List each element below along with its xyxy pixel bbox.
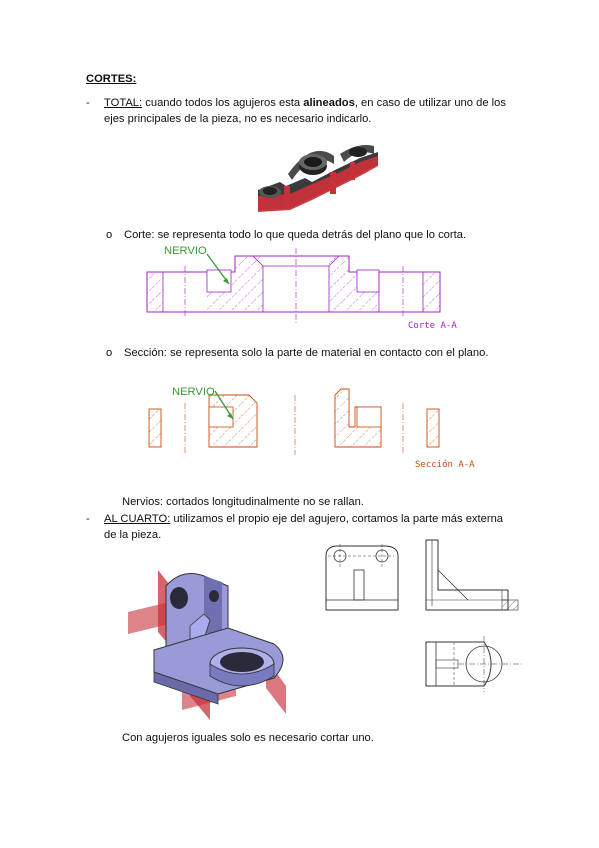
corte-text: Corte: se representa todo lo que queda detrás del plano que lo corta. bbox=[124, 229, 467, 241]
total-bold: alineados bbox=[303, 97, 355, 109]
corte-caption: Corte A-A bbox=[408, 321, 457, 331]
total-term: TOTAL: bbox=[104, 97, 143, 109]
al-cuarto-text: utilizamos el propio eje del agujero, cortamos la parte más externa bbox=[170, 513, 504, 525]
seccion-text: Sección: se representa solo la parte de material en contacto con el plano. bbox=[124, 347, 489, 359]
total-text-b: , en caso de utilizar uno de los bbox=[354, 97, 506, 109]
bullet-circle: o bbox=[106, 347, 113, 359]
nervios-note: Nervios: cortados longitudinalmente no se rallan. bbox=[122, 496, 364, 508]
seccion-nervio-label: NERVIO bbox=[172, 386, 215, 398]
total-cut-3d-image bbox=[250, 134, 385, 219]
al-cuarto-line2: de la pieza. bbox=[104, 529, 162, 541]
quarter-cut-orthographic-views bbox=[318, 536, 528, 726]
al-cuarto-line1 bbox=[104, 511, 503, 527]
corte-nervio-label: NERVIO bbox=[164, 245, 207, 257]
total-paragraph-line2: ejes principales de la pieza, no es necesario indicarlo. bbox=[104, 113, 372, 125]
al-cuarto-term: AL CUARTO: bbox=[104, 513, 171, 525]
page-title: CORTES: bbox=[86, 73, 137, 85]
bullet-dash: - bbox=[86, 513, 90, 525]
agujeros-note: Con agujeros iguales solo es necesario cortar uno. bbox=[122, 732, 374, 744]
seccion-caption: Sección A-A bbox=[415, 460, 475, 470]
total-paragraph-line1 bbox=[104, 95, 506, 111]
bullet-dash: - bbox=[86, 97, 90, 109]
quarter-cut-3d-image bbox=[124, 562, 294, 722]
bullet-circle: o bbox=[106, 229, 113, 241]
total-text-a: cuando todos los agujeros esta bbox=[142, 97, 304, 109]
